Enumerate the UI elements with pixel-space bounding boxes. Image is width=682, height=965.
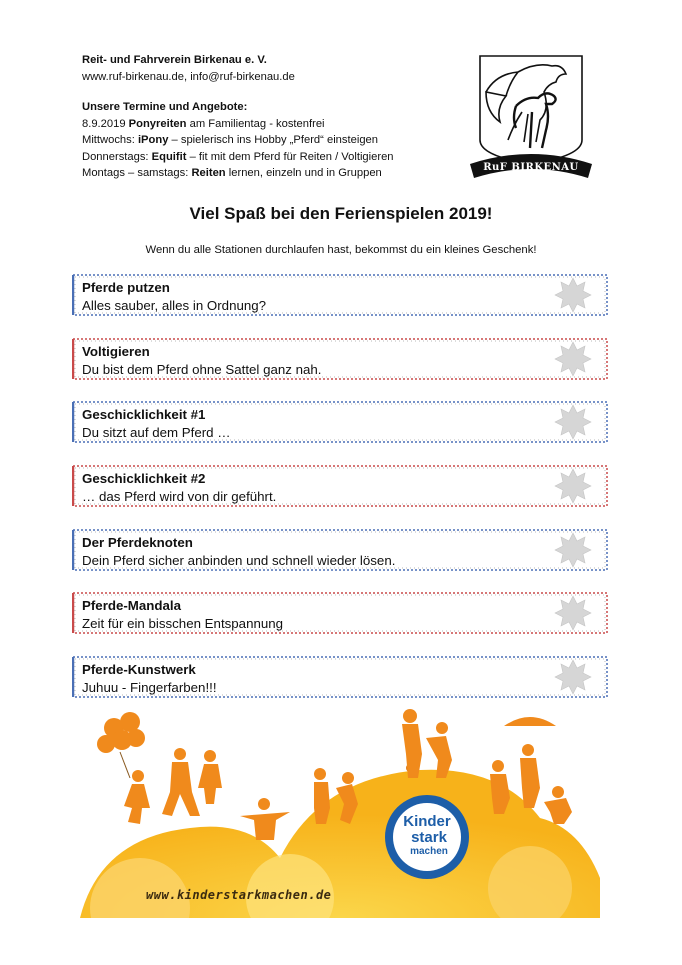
station-description: … das Pferd wird von dir geführt. <box>82 489 277 504</box>
station-card <box>72 592 608 634</box>
termin-line: 8.9.2019 Ponyreiten am Familientag - kostenfrei <box>82 117 325 130</box>
station-description: Juhuu - Fingerfarben!!! <box>82 680 217 695</box>
children-silhouette-scene <box>80 708 600 918</box>
kinder-stark-machen-badge <box>384 794 470 880</box>
station-card <box>72 338 608 380</box>
station-title: Pferde-Kunstwerk <box>82 662 196 677</box>
station-description: Du sitzt auf dem Pferd … <box>82 425 231 440</box>
station-description: Du bist dem Pferd ohne Sattel ganz nah. <box>82 362 322 377</box>
station-title: Geschicklichkeit #2 <box>82 471 206 486</box>
ruf-birkenau-logo <box>466 52 596 184</box>
station-title: Der Pferdeknoten <box>82 535 193 550</box>
station-description: Dein Pferd sicher anbinden und schnell wieder lösen. <box>82 553 396 568</box>
station-title: Geschicklichkeit #1 <box>82 407 206 422</box>
termin-line: Mittwochs: iPony – spielerisch ins Hobby „Pferd“ einsteigen <box>82 134 378 146</box>
station-card <box>72 274 608 316</box>
stamp-star-icon[interactable] <box>554 403 592 441</box>
stamp-star-icon[interactable] <box>554 340 592 378</box>
station-description: Zeit für ein bisschen Entspannung <box>82 616 284 631</box>
badge-line-3: machen <box>410 846 448 857</box>
stamp-star-icon[interactable] <box>554 531 592 569</box>
stamp-star-icon[interactable] <box>554 594 592 632</box>
badge-line-2: stark <box>411 829 447 846</box>
termin-line: Donnerstags: Equifit – fit mit dem Pferd für Reiten / Voltigieren <box>82 150 394 163</box>
station-card <box>72 529 608 571</box>
logo-text: RuF BIRKENAU <box>483 162 579 173</box>
header-block <box>82 52 394 182</box>
station-description: Alles sauber, alles in Ordnung? <box>82 298 267 313</box>
station-card <box>72 656 608 698</box>
termine-heading: Unsere Termine und Angebote: <box>82 101 248 113</box>
stamp-star-icon[interactable] <box>554 467 592 505</box>
stamp-star-icon[interactable] <box>554 658 592 696</box>
station-card <box>72 401 608 443</box>
contact-line: www.ruf-birkenau.de, info@ruf-birkenau.de <box>82 70 295 83</box>
page-subtitle: Wenn du alle Stationen durchlaufen hast, bekommst du ein kleines Geschenk! <box>145 244 537 256</box>
page-title: Viel Spaß bei den Ferienspielen 2019! <box>189 204 493 223</box>
org-name: Reit- und Fahrverein Birkenau e. V. <box>82 54 267 66</box>
footer-url[interactable]: www.kinderstarkmachen.de <box>146 888 332 902</box>
termin-line: Montags – samstags: Reiten lernen, einzeln und in Gruppen <box>82 167 382 179</box>
station-title: Pferde-Mandala <box>82 598 182 613</box>
station-title: Pferde putzen <box>82 280 170 295</box>
station-title: Voltigieren <box>82 344 150 359</box>
stamp-star-icon[interactable] <box>554 276 592 314</box>
station-card <box>72 465 608 507</box>
badge-line-1: Kinder <box>403 813 451 830</box>
